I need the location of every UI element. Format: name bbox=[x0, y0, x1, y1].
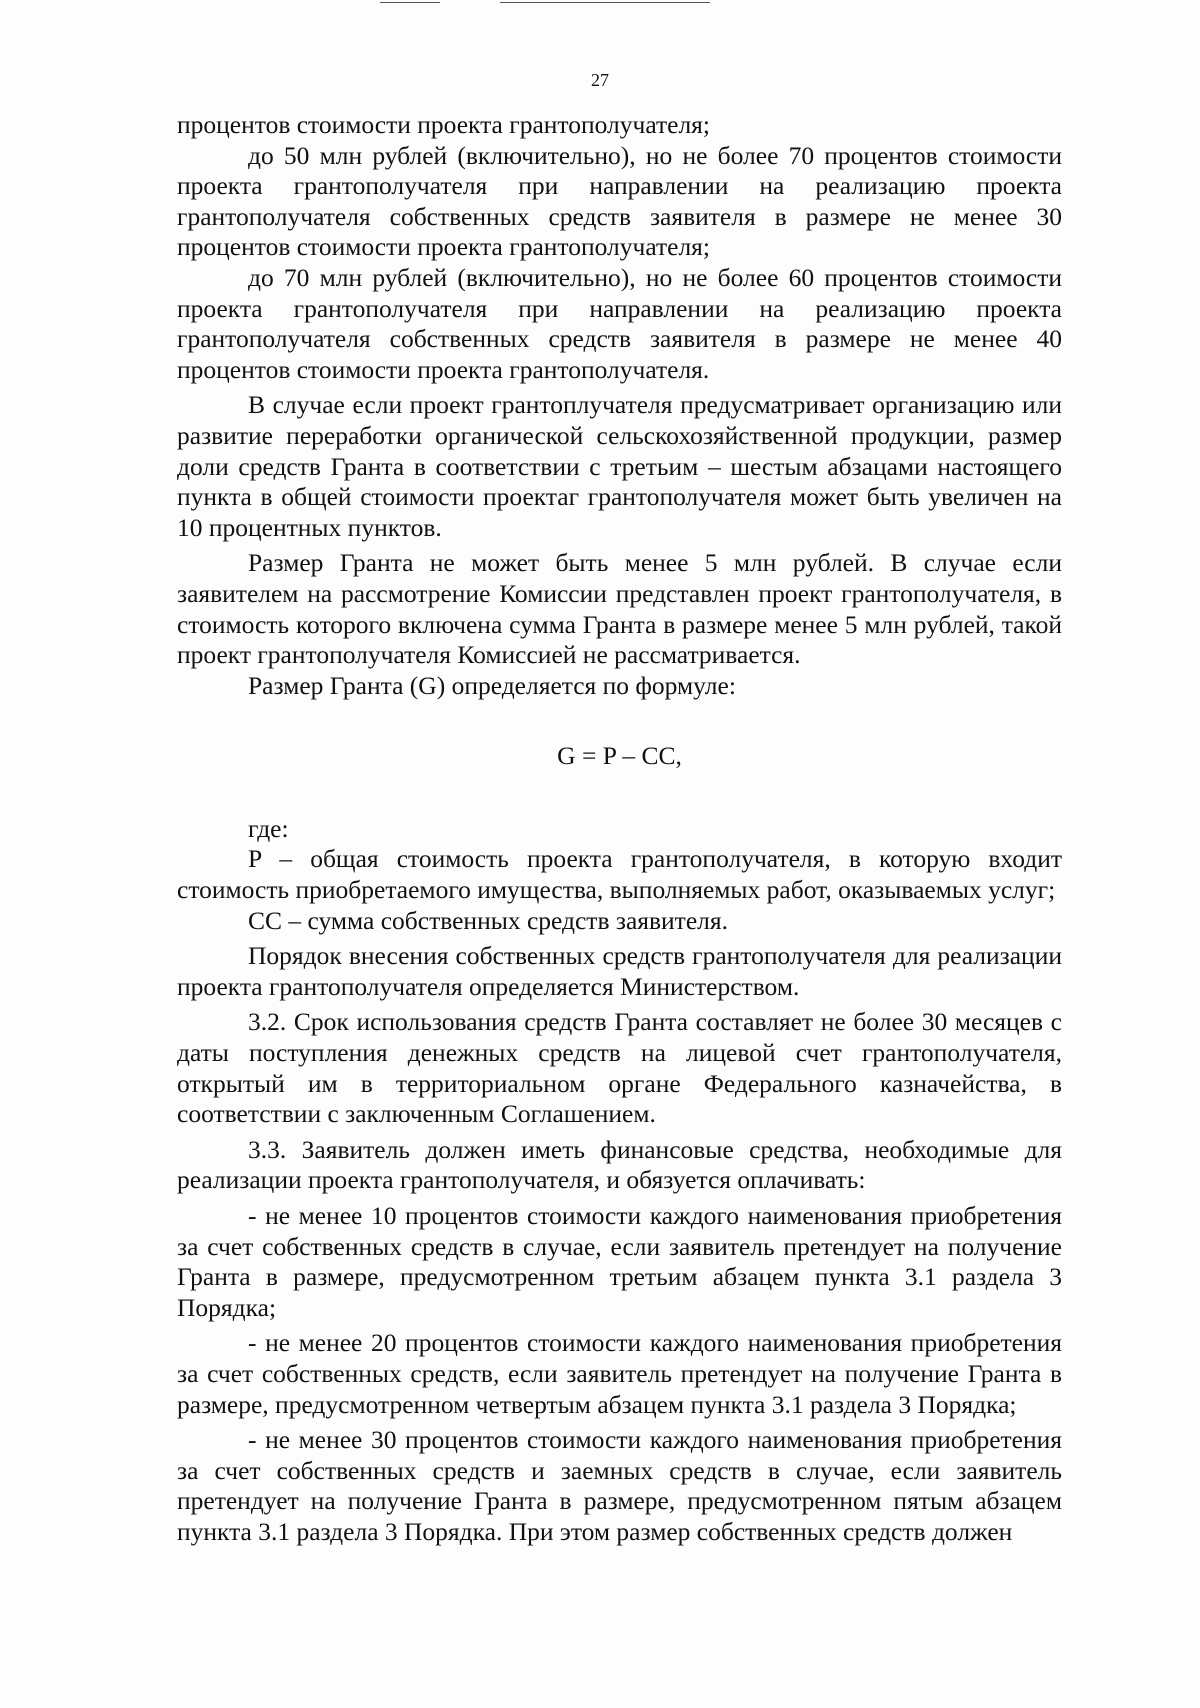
definition-p: P – общая стоимость проекта грантополучателя, в которую входит стоимость приобретаемого имущества, выполняемых работ, оказываемых услуг; bbox=[177, 844, 1062, 905]
scan-artifact bbox=[500, 2, 710, 3]
list-item: - не менее 20 процентов стоимости каждого наименования приобретения за счет собственных средств, если заявитель претендует на получение Гранта в размере, предусмотренном четвертым абзацем пункта 3.1 раздела 3 Порядка; bbox=[177, 1328, 1062, 1419]
list-item: - не менее 10 процентов стоимости каждого наименования приобретения за счет собственных средств в случае, если заявитель претендует на получение Гранта в размере, предусмотренном третьим абзацем пункта 3.1 раздела 3 Порядка; bbox=[177, 1201, 1062, 1322]
paragraph: до 70 млн рублей (включительно), но не более 60 процентов стоимости проекта грантополучателя при направлении на реализацию проекта грантополучателя собственных средств заявителя в размере не менее 40 процентов стоимости проекта грантополучателя. bbox=[177, 262, 1062, 384]
section-3-2: 3.2. Срок использования средств Гранта составляет не более 30 месяцев с даты поступления денежных средств на лицевой счет грантополучателя, открытый им в территориальном органе Федерального казначейства, в соответствии с заключенным Соглашением. bbox=[177, 1007, 1062, 1129]
section-3-3: 3.3. Заявитель должен иметь финансовые средства, необходимые для реализации проекта грантополучателя, и обязуется оплачивать: bbox=[177, 1134, 1062, 1195]
scan-artifact bbox=[380, 2, 440, 3]
paragraph: Размер Гранта не может быть менее 5 млн рублей. В случае если заявителем на рассмотрение Комиссии представлен проект грантополучателя, в стоимость которого включена сумма Гранта в размере менее 5 млн рублей, такой проект грантополучателя Комиссией не рассматривается. bbox=[177, 548, 1062, 670]
list-item: - не менее 30 процентов стоимости каждого наименования приобретения за счет собственных средств и заемных средств в случае, если заявитель претендует на получение Гранта в размере, предусмотренном пятым абзацем пункта 3.1 раздела 3 Порядка. При этом размер собственных средств должен bbox=[177, 1425, 1062, 1546]
paragraph: до 50 млн рублей (включительно), но не более 70 процентов стоимости проекта грантополучателя при направлении на реализацию проекта грантополучателя собственных средств заявителя в размере не менее 30 процентов стоимости проекта грантополучателя; bbox=[177, 140, 1062, 262]
document-body bbox=[177, 110, 1062, 1548]
grant-formula: G = P – CC, bbox=[557, 741, 682, 771]
where-label: где: bbox=[248, 813, 289, 843]
paragraph: Размер Гранта (G) определяется по формуле: bbox=[248, 670, 736, 700]
paragraph: Порядок внесения собственных средств грантополучателя для реализации проекта грантополучателя определяется Министерством. bbox=[177, 941, 1062, 1001]
definition-cc: CC – сумма собственных средств заявителя. bbox=[248, 905, 728, 935]
page-number: 27 bbox=[591, 70, 609, 90]
paragraph: В случае если проект грантоплучателя предусматривает организацию или развитие переработки органической сельскохозяйственной продукции, размер доли средств Гранта в соответствии с третьим – шестым абзацами настоящего пункта в общей стоимости проектаг грантополучателя может быть увеличен на 10 процентных пунктов. bbox=[177, 390, 1062, 542]
paragraph: процентов стоимости проекта грантополучателя; bbox=[177, 110, 710, 139]
